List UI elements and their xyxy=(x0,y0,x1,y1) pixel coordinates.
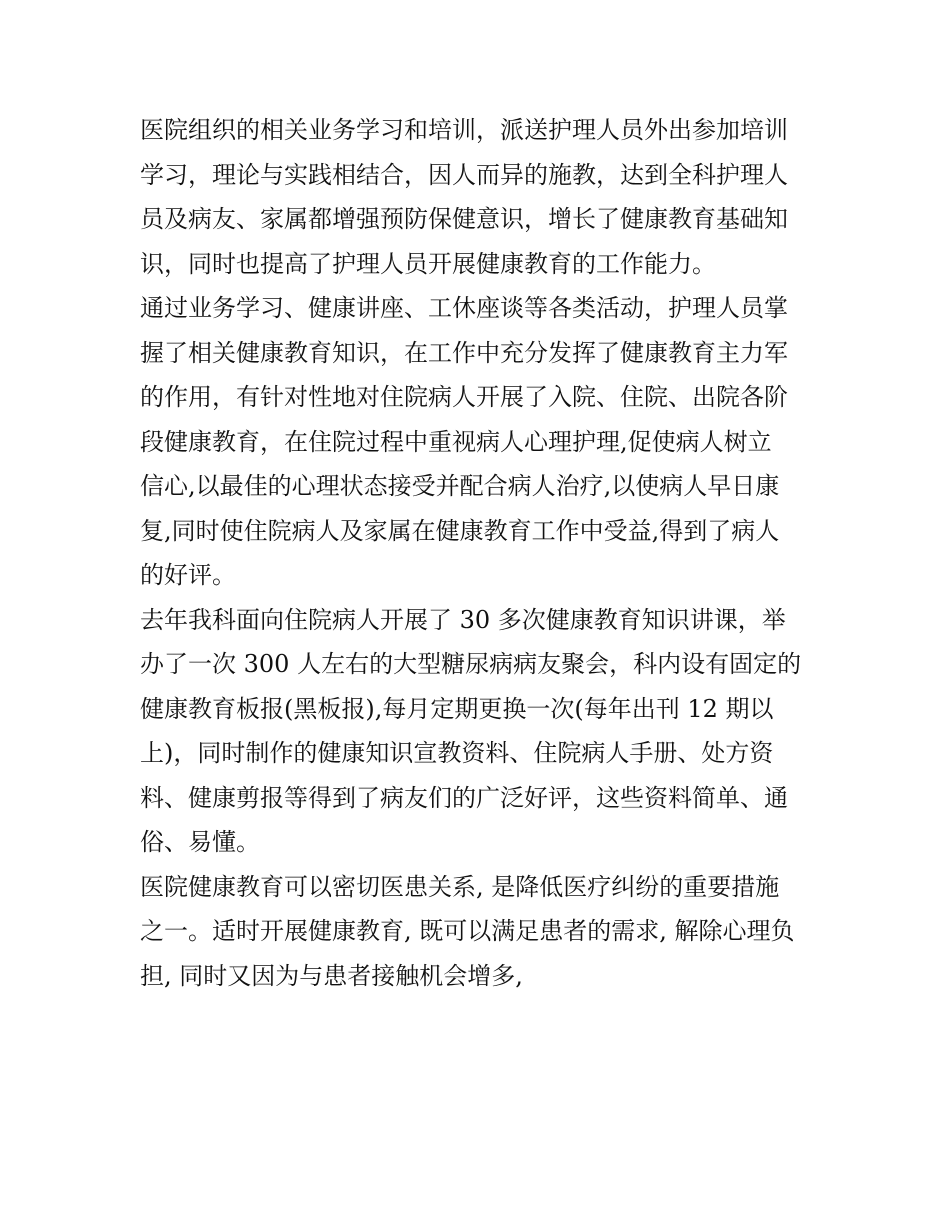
text-line: 识，同时也提高了护理人员开展健康教育的工作能力。 xyxy=(140,249,716,278)
text-line: 健康教育板报(黑板报),每月定期更换一次(每年出刊 12 期以 xyxy=(140,694,774,723)
text-line: 医院组织的相关业务学习和培训，派送护理人员外出参加培训 xyxy=(140,116,788,144)
document-body xyxy=(140,108,815,998)
paragraph-2 xyxy=(140,286,815,598)
text-line: 担, 同时又因为与患者接触机会增多, xyxy=(140,961,523,990)
text-line: 复,同时使住院病人及家属在健康教育工作中受益,得到了病人 xyxy=(140,516,780,545)
text-line: 学习，理论与实践相结合，因人而异的施教，达到全科护理人 xyxy=(140,160,788,189)
text-line: 上)，同时制作的健康知识宣教资料、住院病人手册、处方资 xyxy=(140,739,774,767)
text-line: 的好评。 xyxy=(140,561,236,589)
text-line: 员及病友、家属都增强预防保健意识，增长了健康教育基础知 xyxy=(140,205,788,233)
text-line: 医院健康教育可以密切医患关系, 是降低医疗纠纷的重要措施 xyxy=(140,872,780,901)
text-line: 信心,以最佳的心理状态接受并配合病人治疗,以使病人早日康 xyxy=(140,472,780,500)
text-line: 的作用，有针对性地对住院病人开展了入院、住院、出院各阶 xyxy=(140,383,788,411)
paragraph-1 xyxy=(140,108,815,286)
text-line: 通过业务学习、健康讲座、工休座谈等各类活动，护理人员掌 xyxy=(140,294,788,322)
text-line: 料、健康剪报等得到了病友们的广泛好评，这些资料简单、通 xyxy=(140,783,788,812)
text-line: 握了相关健康教育知识，在工作中充分发挥了健康教育主力军 xyxy=(140,338,788,367)
text-line: 办了一次 300 人左右的大型糖尿病病友聚会，科内设有固定的 xyxy=(140,650,802,678)
paragraph-3 xyxy=(140,598,815,865)
text-line: 段健康教育，在住院过程中重视病人心理护理,促使病人树立 xyxy=(140,427,772,456)
text-line: 之一。适时开展健康教育, 既可以满足患者的需求, 解除心理负 xyxy=(140,917,795,945)
text-line: 去年我科面向住院病人开展了 30 多次健康教育知识讲课，举 xyxy=(140,605,786,634)
paragraph-4 xyxy=(140,865,815,999)
text-line: 俗、易懂。 xyxy=(140,828,260,856)
